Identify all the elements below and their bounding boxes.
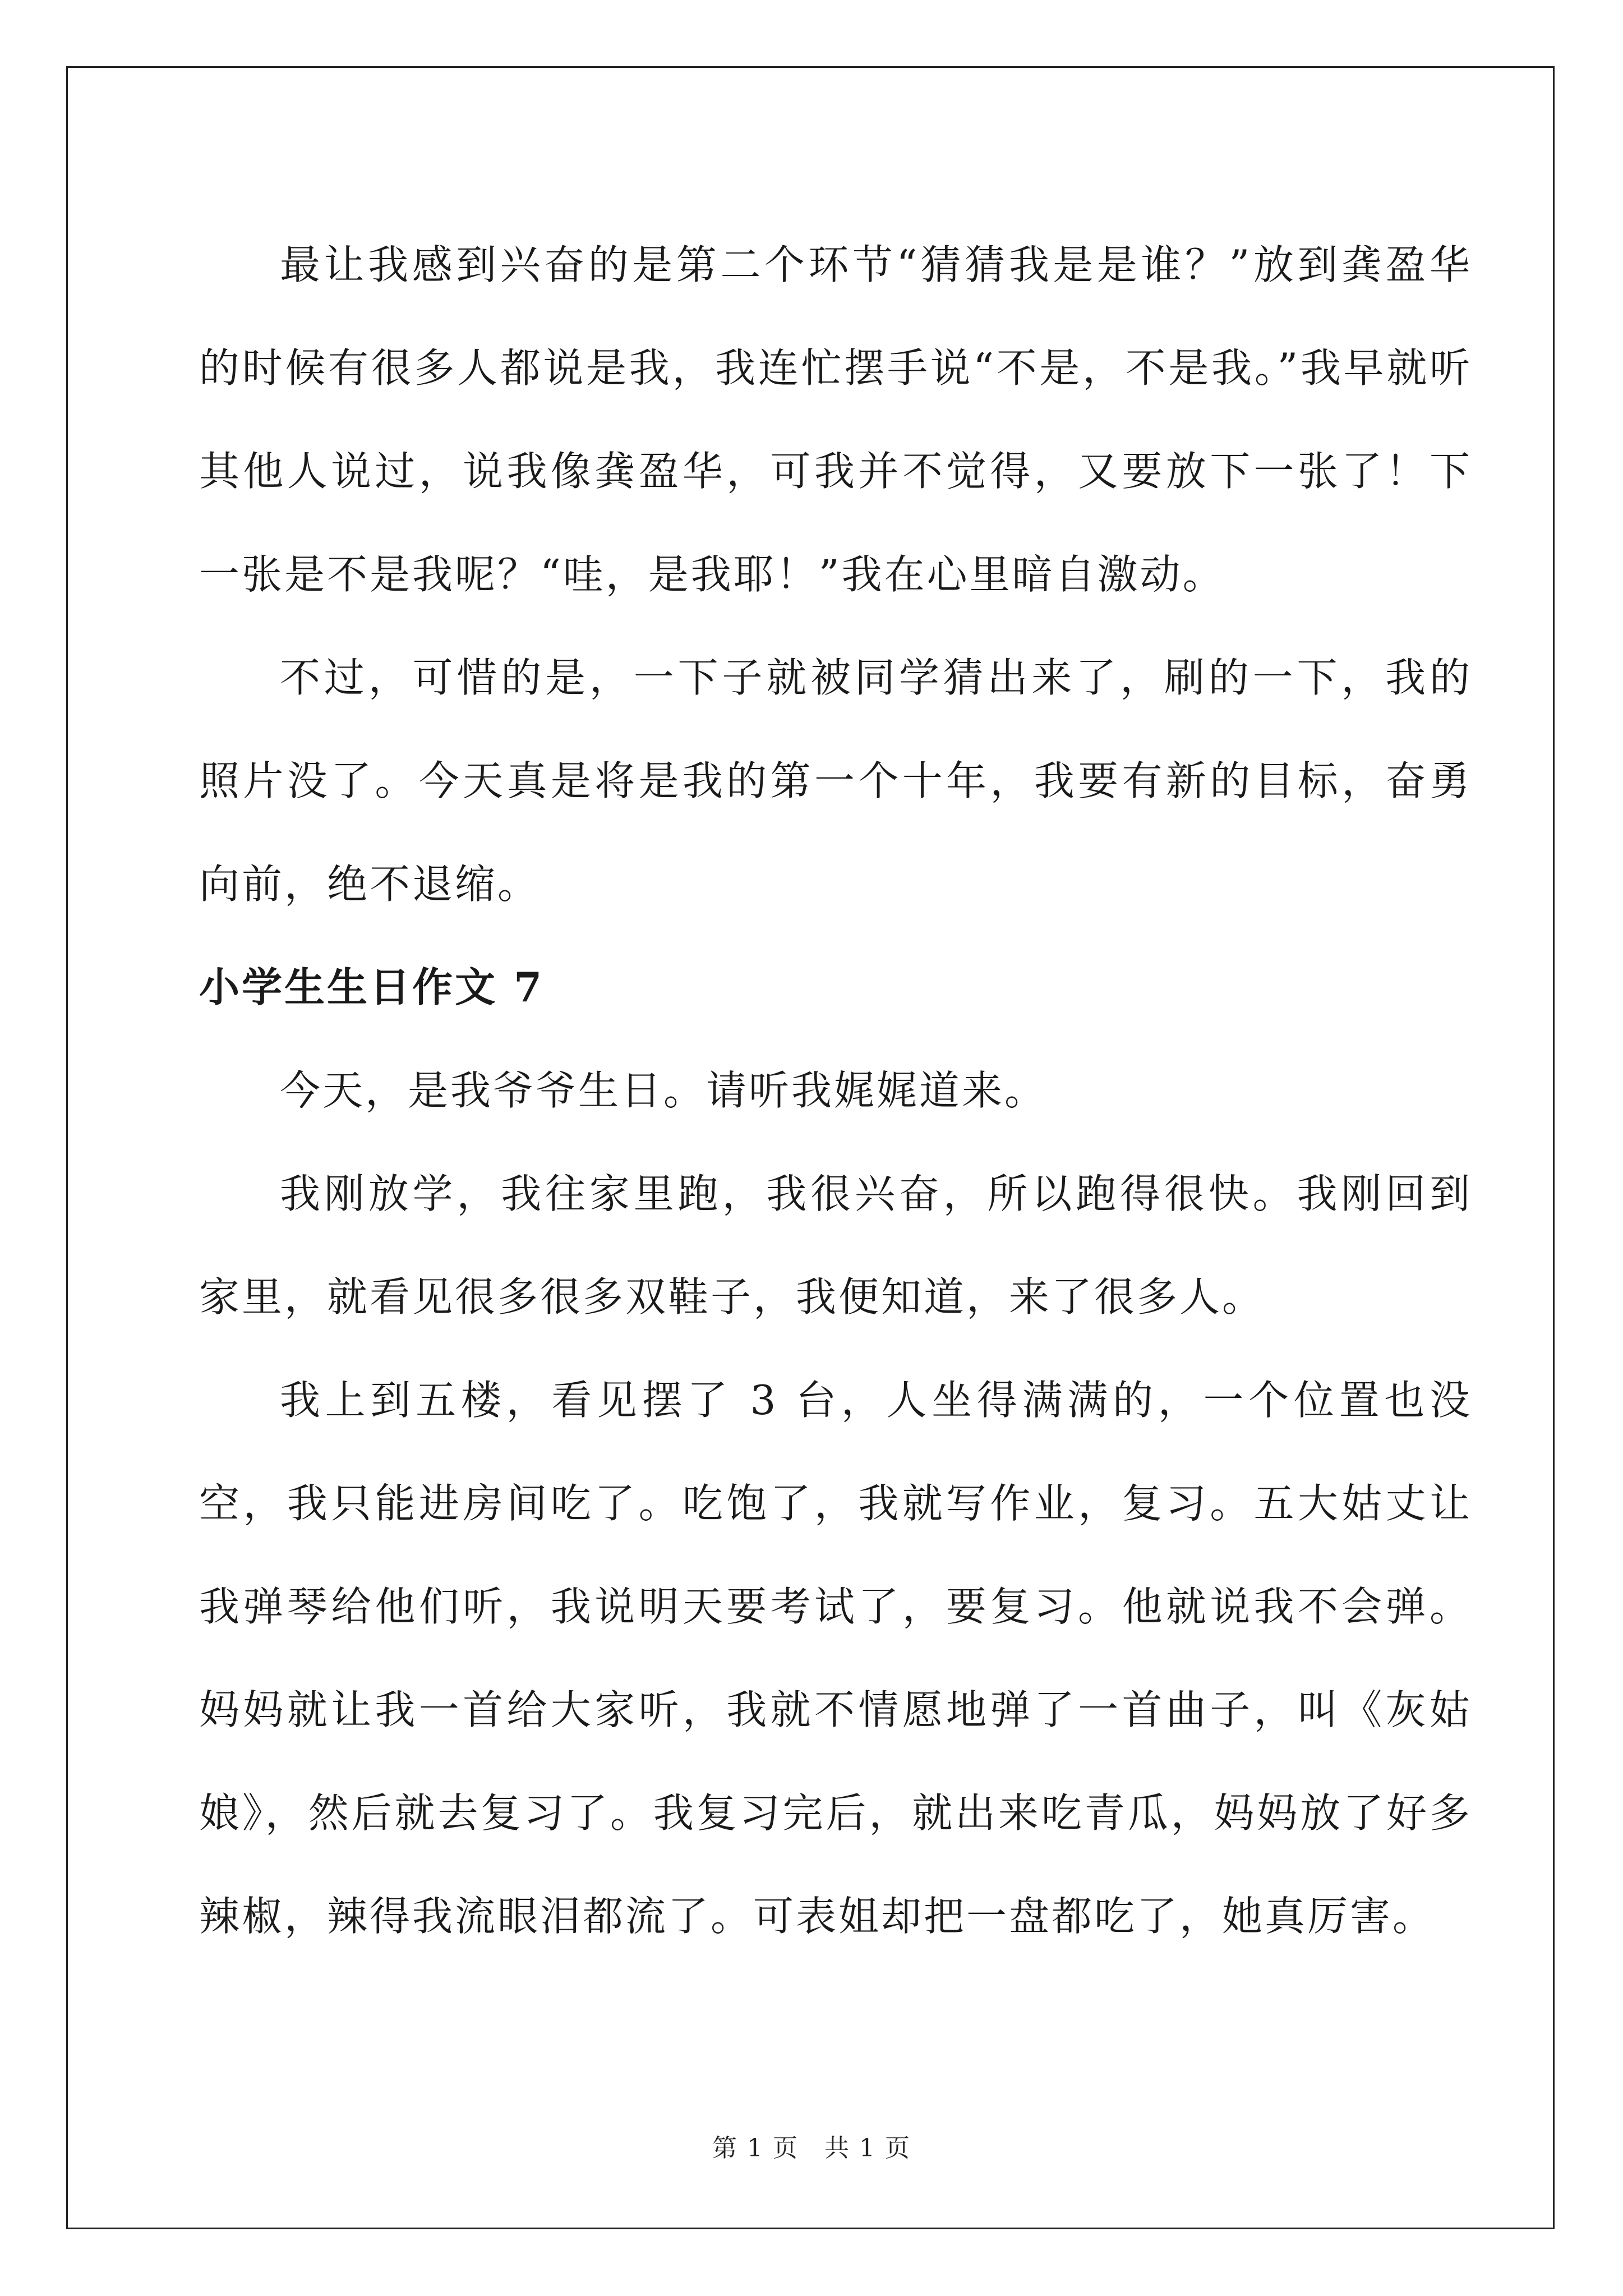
document-body: [199, 213, 1472, 1968]
paragraph: 最让我感到兴奋的是第二个环节“猜猜我是是谁？”放到龚盈华的时候有很多人都说是我，我连忙摆手说“不是，不是我。”我早就听其他人说过，说我像龚盈华，可我并不觉得，又要放下一张了！下一张是不是我呢？“哇，是我耶！”我在心里暗自激动。: [199, 241, 1472, 598]
page-number-footer: 第 1 页 共 1 页: [712, 2134, 911, 2162]
section-heading: 小学生生日作文 7: [199, 963, 545, 1011]
paragraph: 我上到五楼，看见摆了 3 台，人坐得满满的，一个位置也没空，我只能进房间吃了。吃饱了，我就写作业，复习。五大姑丈让我弹琴给他们听，我说明天要考试了，要复习。他就说我不会弹。妈妈就让我一首给大家听，我就不情愿地弹了一首曲子，叫《灰姑娘》，然后就去复习了。我复习完后，就出来吃青瓜，妈妈放了好多辣椒，辣得我流眼泪都流了。可表姐却把一盘都吃了，她真厉害。: [199, 1377, 1472, 1940]
paragraph: 不过，可惜的是，一下子就被同学猜出来了，刷的一下，我的照片没了。今天真是将是我的第一个十年，我要有新的目标，奋勇向前，绝不退缩。: [199, 654, 1472, 908]
paragraph: 今天，是我爷爷生日。请听我娓娓道来。: [280, 1067, 1048, 1114]
paragraph: 我刚放学，我往家里跑，我很兴奋，所以跑得很快。我刚回到家里，就看见很多很多双鞋子，我便知道，来了很多人。: [199, 1170, 1472, 1320]
